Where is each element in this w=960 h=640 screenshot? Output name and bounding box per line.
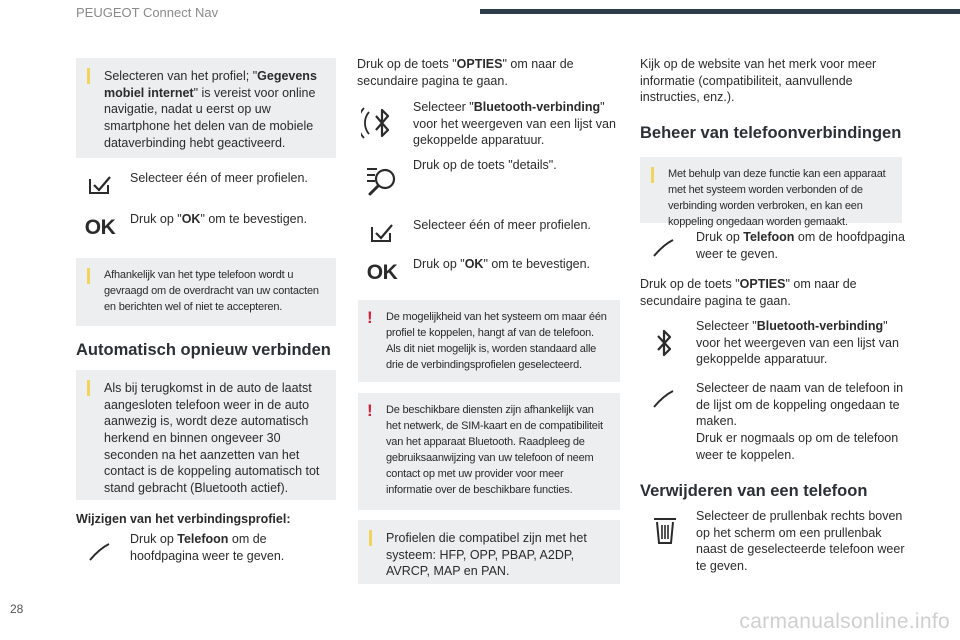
step-text-post: om de hoofdpagina weer te geven. xyxy=(130,532,285,563)
heading-manage-connections: Beheer van telefoonverbindingen xyxy=(640,124,902,142)
step-text-pre: Druk op xyxy=(696,230,744,244)
step-select-bluetooth xyxy=(413,99,619,149)
warning-box-profile xyxy=(358,300,620,382)
step-text-pre: Druk op " xyxy=(413,257,465,271)
trash-icon xyxy=(650,512,680,548)
text-website-info: Kijk op de website van het merk voor meer informatie (compatibiliteit, aanvullende instructies, enz.). xyxy=(640,57,877,105)
step-text-bold: Telefoon xyxy=(177,532,229,546)
step-text-post: " voor het weergeven van een lijst van gekoppelde apparatuur. xyxy=(696,319,899,367)
step-text-line1: Selecteer de naam van de telefoon in de lijst om de koppeling ongedaan te maken. xyxy=(696,381,904,429)
step-text-line2: Druk er nogmaals op om de telefoon weer te koppelen. xyxy=(696,430,899,462)
step-text-pre: Druk op xyxy=(130,532,178,546)
ok-icon: OK xyxy=(366,261,398,284)
step-select-profiles: Selecteer één of meer profielen. xyxy=(413,218,591,232)
subheading-change-profile: Wijzigen van het verbindingsprofiel: xyxy=(76,512,291,526)
step-press-telefoon xyxy=(696,229,906,262)
watermark: carmanualsonline.info xyxy=(739,610,950,633)
text-press-options xyxy=(357,56,619,89)
info-text-bold: Gegevens mobiel internet xyxy=(104,69,317,100)
pencil-icon xyxy=(84,538,116,566)
info-bar xyxy=(87,380,90,396)
step-text-pre: Selecteer " xyxy=(696,319,757,333)
step-press-ok xyxy=(130,211,335,228)
info-box-profiles xyxy=(358,520,620,584)
warning-icon: ! xyxy=(367,401,373,420)
text-press-options xyxy=(640,276,902,309)
step-select-bluetooth xyxy=(696,318,906,368)
step-text-post: " voor het weergeven van een lijst van gekoppelde apparatuur. xyxy=(413,100,616,148)
info-box-contacts: Afhankelijk van het type telefoon wordt u gevraagd om de overdracht van uw contacten en berichten wel of niet te accepteren. xyxy=(76,258,336,326)
step-text-post: om de hoofdpagina weer te geven. xyxy=(696,230,905,261)
details-search-icon xyxy=(362,160,402,200)
step-text-post: " om te bevestigen. xyxy=(200,212,308,226)
warning-icon: ! xyxy=(367,308,373,327)
header-bar xyxy=(480,9,960,14)
warning-text: De mogelijkheid van het systeem om maar één profiel te koppelen, hangt af van de telefoon. Als dit niet mogelijk is, worden standaard alle drie de verbindingsprofielen geselecteerd. xyxy=(386,311,607,371)
step-select-phone-name xyxy=(696,380,906,463)
text-post: " om naar de secundaire pagina te gaan. xyxy=(357,57,574,88)
step-text-bold: Bluetooth-verbinding xyxy=(756,319,884,333)
step-text-post: " om te bevestigen. xyxy=(483,257,591,271)
warning-box-services xyxy=(358,393,620,510)
info-bar xyxy=(651,167,654,183)
info-text: Profielen die compatibel zijn met het systeem: HFP, OPP, PBAP, A2DP, AVRCP, MAP en PAN. xyxy=(386,531,587,579)
step-text-pre: Selecteer " xyxy=(413,100,474,114)
info-bar xyxy=(87,68,90,84)
pencil-icon xyxy=(648,385,680,413)
step-text-pre: Druk op " xyxy=(130,212,182,226)
step-select-profiles: Selecteer één of meer profielen. xyxy=(130,171,308,185)
running-header: PEUGEOT Connect Nav xyxy=(76,5,219,20)
step-text-bold: OK xyxy=(181,212,201,226)
bluetooth-icon xyxy=(652,324,676,362)
checkbox-icon xyxy=(366,220,398,246)
info-text-pre: Selecteren van het profiel; " xyxy=(104,69,258,83)
step-text-bold: Bluetooth-verbinding xyxy=(473,100,601,114)
text-post: " om naar de secundaire pagina te gaan. xyxy=(640,277,857,308)
text-bold: OPTIES xyxy=(739,277,786,291)
text-pre: Druk op de toets " xyxy=(357,57,457,71)
step-press-details: Druk op de toets "details". xyxy=(413,158,557,172)
step-text-bold: OK xyxy=(464,257,484,271)
bluetooth-icon xyxy=(360,100,402,146)
info-text-post: " is vereist voor online navigatie, nadat u eerst op uw smartphone het delen van de mobiele dataverbinding hebt geactiveerd. xyxy=(104,85,316,150)
text-pre: Druk op de toets " xyxy=(640,277,740,291)
heading-auto-reconnect: Automatisch opnieuw verbinden xyxy=(76,341,331,359)
step-press-ok xyxy=(413,256,619,273)
pencil-icon xyxy=(648,234,680,262)
info-box-mobile-internet xyxy=(76,58,336,158)
step-select-trash: Selecteer de prullenbak rechts boven op het scherm om een prullenbak naast de geselecteerde telefoon weer te geven. xyxy=(696,509,905,573)
heading-delete-phone: Verwijderen van een telefoon xyxy=(640,482,868,500)
info-text: Als bij terugkomst in de auto de laatst aangesloten telefoon weer in de auto aanwezig is, wordt deze automatisch herkend en binnen ongeveer 30 seconden na het aanzetten van het contact is de koppeling automatisch tot stand gebracht (Bluetooth actief). xyxy=(104,381,320,495)
info-bar xyxy=(87,268,90,284)
info-box-auto-reconnect xyxy=(76,370,336,500)
step-press-telefoon xyxy=(130,531,335,564)
step-text-bold: Telefoon xyxy=(743,230,795,244)
checkbox-icon xyxy=(84,172,116,198)
ok-icon: OK xyxy=(84,216,116,239)
text-bold: OPTIES xyxy=(456,57,503,71)
warning-text: De beschikbare diensten zijn afhankelijk van het netwerk, de SIM-kaart en de compatibiliteit van het apparaat Bluetooth. Raadpleeg de gebruiksaanwijzing van uw telefoon of neem contact op met uw provider voor meer informatie over de beschikbare functies. xyxy=(386,404,603,496)
info-text: Met behulp van deze functie kan een apparaat met het systeem worden verbonden of de verbinding worden verbroken, en kan een koppeling ongedaan worden gemaakt. xyxy=(668,168,886,228)
page-number: 28 xyxy=(10,602,24,616)
info-box-manage xyxy=(640,157,902,228)
info-bar xyxy=(369,530,372,546)
